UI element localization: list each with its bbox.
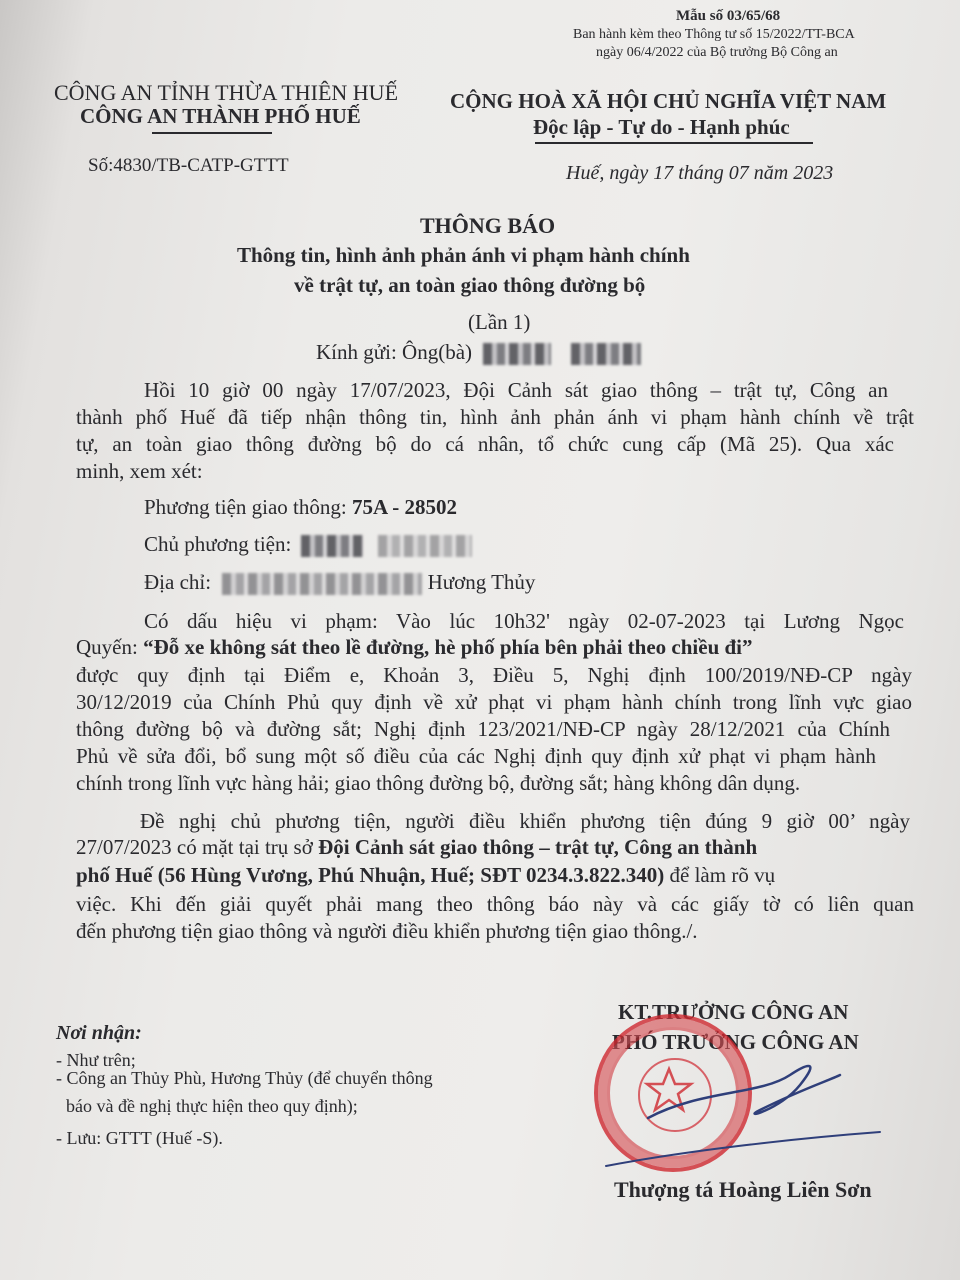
violation-line-1: Có dấu hiệu vi phạm: Vào lúc 10h32' ngày 02-07-2023 tại Lương Ngọc — [144, 609, 904, 633]
address-label: Địa chỉ: — [144, 570, 212, 594]
signature-title-1: KT.TRƯỞNG CÔNG AN — [618, 1000, 849, 1024]
para1-line-2: thành phố Huế đã tiếp nhận thông tin, hình ảnh phản ánh vi phạm hành chính về trật — [76, 405, 914, 429]
request-purpose: để làm rõ vụ — [664, 863, 776, 887]
request-address-phone: phố Huế (56 Hùng Vương, Phú Nhuận, Huế; SĐT 0234.3.822.340) — [76, 863, 665, 887]
national-title: CỘNG HOÀ XÃ HỘI CHỦ NGHĨA VIỆT NAM — [450, 89, 887, 113]
violation-line-7: chính trong lĩnh vực hàng hải; giao thông đường bộ, đường sắt; hàng không dân dụng. — [76, 771, 801, 795]
request-location-prefix: 27/07/2023 có mặt tại trụ sở — [76, 835, 319, 859]
violation-line-4: 30/12/2019 của Chính Phủ quy định về xử phạt vi phạm hành chính trong lĩnh vực giao — [76, 690, 912, 714]
document-number: Số:4830/TB-CATP-GTTT — [88, 155, 289, 176]
recipient-line — [316, 340, 641, 365]
recipients-item-1: - Như trên; — [56, 1050, 136, 1070]
agency-underline — [152, 132, 272, 134]
redacted-owner-surname — [378, 535, 472, 557]
notice-subtitle-1: Thông tin, hình ảnh phản ánh vi phạm hành chính — [237, 243, 690, 267]
violation-line-2 — [76, 635, 753, 660]
redacted-recipient-name — [483, 343, 551, 365]
notice-round: (Lần 1) — [468, 310, 531, 334]
address-line — [144, 570, 535, 595]
vehicle-label: Phương tiện giao thông: — [144, 495, 352, 519]
agency-name: CÔNG AN THÀNH PHỐ HUẾ — [80, 104, 361, 128]
notice-subtitle-2: về trật tự, an toàn giao thông đường bộ — [294, 273, 646, 297]
form-code: Mẫu số 03/65/68 — [676, 8, 781, 24]
request-line-4: việc. Khi đến giải quyết phải mang theo thông báo này và các giấy tờ có liên quan — [76, 892, 914, 916]
signature-title-2: PHÓ TRƯỞNG CÔNG AN — [612, 1030, 859, 1054]
recipients-item-4: - Lưu: GTTT (Huế -S). — [56, 1128, 223, 1148]
recipients-label: Nơi nhận: — [56, 1022, 142, 1044]
motto-underline — [535, 142, 813, 144]
signer-name: Thượng tá Hoàng Liên Sơn — [614, 1177, 872, 1202]
seal-star-icon — [594, 1014, 744, 1164]
redacted-address — [222, 573, 422, 595]
redacted-owner-name — [301, 535, 363, 557]
address-tail: Hương Thủy — [427, 570, 536, 594]
recipients-item-2: - Công an Thủy Phù, Hương Thủy (để chuyển thông — [56, 1068, 433, 1088]
request-line-5: đến phương tiện giao thông và người điều khiển phương tiện giao thông./. — [76, 919, 698, 943]
request-line-3 — [76, 863, 775, 888]
violation-place-tail: Quyến: — [76, 635, 144, 659]
violation-description: “Đỗ xe không sát theo lề đường, hè phố phía bên phải theo chiều đi” — [143, 635, 753, 659]
request-unit: Đội Cảnh sát giao thông – trật tự, Công an thành — [318, 835, 758, 859]
violation-line-5: thông đường bộ và đường sắt; Nghị định 123/2021/NĐ-CP ngày 28/12/2021 của Chính — [76, 717, 890, 741]
owner-label: Chủ phương tiện: — [144, 532, 292, 556]
recipients-item-3: báo và đề nghị thực hiện theo quy định); — [66, 1096, 358, 1116]
redacted-recipient-surname — [571, 343, 641, 365]
official-seal — [594, 1014, 752, 1172]
form-issued-date: ngày 06/4/2022 của Bộ trưởng Bộ Công an — [596, 45, 838, 60]
request-line-1: Đề nghị chủ phương tiện, người điều khiển phương tiện đúng 9 giờ 00’ ngày — [140, 809, 910, 833]
agency-parent: CÔNG AN TỈNH THỪA THIÊN HUẾ — [54, 80, 399, 105]
para1-line-1: Hồi 10 giờ 00 ngày 17/07/2023, Đội Cảnh sát giao thông – trật tự, Công an — [144, 378, 888, 402]
request-line-2 — [76, 835, 757, 860]
violation-line-6: Phủ về sửa đổi, bổ sung một số điều của các Nghị định quy định xử phạt vi phạm hành — [76, 744, 876, 768]
para1-line-4: minh, xem xét: — [76, 459, 203, 483]
vehicle-plate: 75A - 28502 — [351, 495, 457, 519]
recipient-label: Kính gửi: Ông(bà) — [316, 340, 473, 364]
notice-title: THÔNG BÁO — [420, 213, 556, 238]
vehicle-line — [144, 495, 457, 520]
owner-line — [144, 532, 472, 557]
violation-line-3: được quy định tại Điểm e, Khoản 3, Điều 5, Nghị định 100/2019/NĐ-CP ngày — [76, 663, 912, 687]
para1-line-3: tự, an toàn giao thông đường bộ do cá nhân, tổ chức cung cấp (Mã 25). Qua xác — [76, 432, 894, 456]
place-date: Huế, ngày 17 tháng 07 năm 2023 — [566, 162, 834, 184]
form-issued-with: Ban hành kèm theo Thông tư số 15/2022/TT-BCA — [573, 27, 855, 42]
national-motto: Độc lập - Tự do - Hạnh phúc — [533, 115, 790, 139]
